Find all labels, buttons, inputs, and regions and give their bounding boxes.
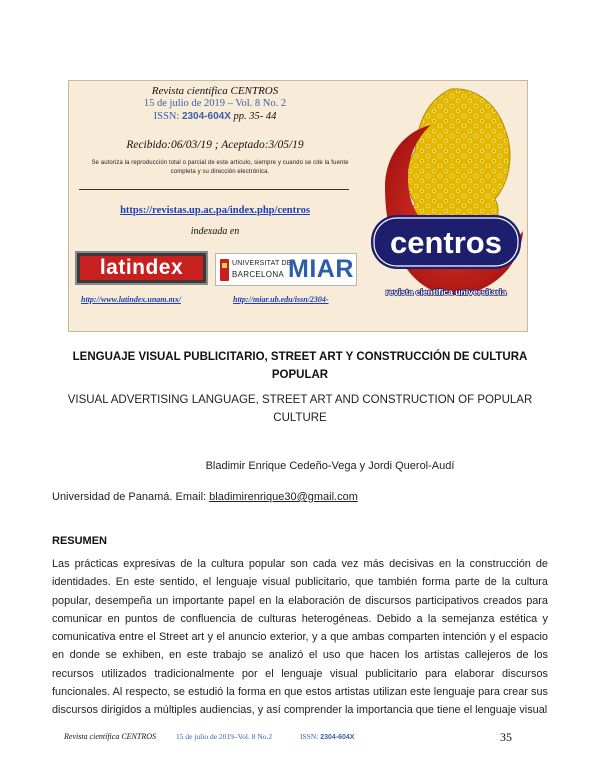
centros-logo-subtitle: revista científica universitaria: [385, 287, 507, 297]
footer-journal: Revista científica CENTROS: [64, 732, 156, 741]
footer-issn: [300, 732, 354, 741]
centros-logo: [365, 83, 527, 329]
footer-issn-label: ISSN:: [300, 732, 319, 741]
abstract-heading: RESUMEN: [52, 535, 108, 547]
indexed-label: indexada en: [190, 226, 240, 237]
issn-number: 2304-604X: [181, 111, 231, 122]
article-title-es: LENGUAJE VISUAL PUBLICITARIO, STREET ART Y CONSTRUCCIÓN DE CULTURA POPULAR: [72, 351, 528, 381]
centros-logo-text: centros: [390, 225, 502, 260]
journal-header-box: [68, 80, 528, 332]
ub-line1: UNIVERSITAT DE: [232, 260, 292, 267]
latindex-url-link[interactable]: http://www.latindex.unam.mx/: [81, 295, 181, 304]
journal-site-link[interactable]: https://revistas.up.ac.pa/index.php/centros: [120, 205, 310, 216]
journal-date: 15 de julio de 2019 – Vol. 8 No. 2: [143, 98, 287, 109]
miar-logo[interactable]: [215, 253, 357, 286]
footer-issn-number: 2304-604X: [320, 734, 355, 741]
page-range: pp. 35- 44: [233, 111, 277, 122]
affiliation-text: Universidad de Panamá. Email:: [52, 491, 210, 503]
author-email-link[interactable]: bladimirenrique30@gmail.com: [209, 491, 358, 503]
header-divider: [79, 189, 349, 190]
miar-url-link[interactable]: http://miar.ub.edu/issn/2304-: [233, 295, 329, 304]
footer-date: 15 de julio de 2019–Vol. 8 No.2: [176, 732, 273, 741]
article-title-en: VISUAL ADVERTISING LANGUAGE, STREET ART AND CONSTRUCTION OF POPULAR CULTURE: [67, 394, 533, 424]
miar-logo-text: MIAR: [288, 255, 354, 283]
journal-name: Revista científica CENTROS: [151, 85, 279, 97]
abstract-body: Las prácticas expresivas de la cultura popular son cada vez más decisivas en la construcción de identidades. En este sentido, el lenguaje visual publicitario, que también forma parte de la cultura popular, desempeña un importante papel en la elaboración de discursos participativos creados para comunicar en puntos de confluencia de culturas heterogéneas. Debido a la semejanza estética y comunicativa entre el Street art y el anuncio exterior, y a que ambas comparten intención y el espacio en donde se exhiben, en este trabajo se analizó el uso que hacen los artistas callejeros de los recursos utilizados tradicionalmente por el lenguaje visual publicitario para elaborar discursos funcionales. Al respecto, se estudió la forma en que estos artistas utilizan este lenguaje para crear sus discursos dirigidos a múltiples audiencias, y así comprender la importancia que tiene el lenguaje visual: [52, 558, 548, 717]
latindex-logo-text: latindex: [99, 256, 184, 279]
author-affiliation: [52, 491, 358, 503]
latindex-logo[interactable]: [75, 251, 208, 285]
page-footer: [64, 732, 524, 744]
journal-issn: [69, 111, 361, 122]
received-accepted-dates: Recibido:06/03/19 ; Aceptado:3/05/19: [126, 139, 304, 151]
journal-info: [69, 81, 361, 331]
ub-crest-icon: [220, 259, 229, 281]
ub-line2: BARCELONA: [232, 270, 285, 279]
issn-label: ISSN:: [153, 111, 180, 122]
page-number: 35: [500, 730, 512, 744]
article-authors: Bladimir Enrique Cedeño-Vega y Jordi Querol-Audí: [205, 460, 455, 472]
license-note: Se autoriza la reproducción total o parcial de este artículo, siempre y cuando se cite la fuente completa y su dirección electrónica.: [91, 160, 349, 175]
